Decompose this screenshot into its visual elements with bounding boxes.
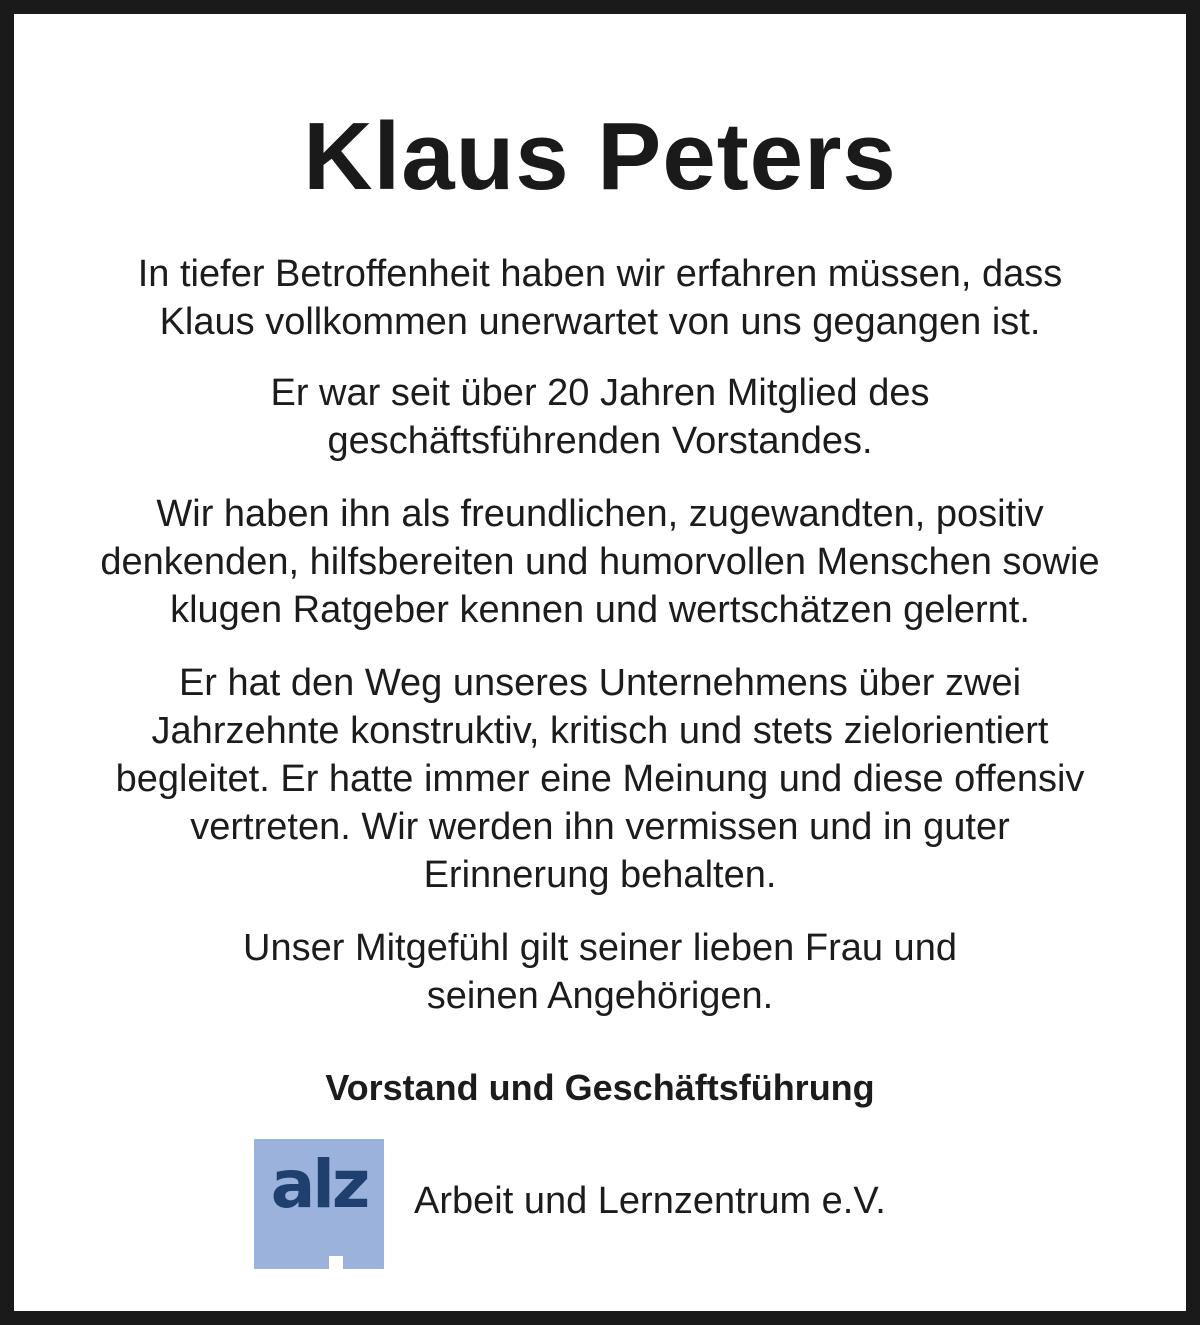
obituary-notice — [14, 14, 1186, 1311]
paragraph-contribution: Er hat den Weg unseres Unternehmens über zwei Jahrzehnte konstruktiv, kritisch und stets zielorientiert begleitet. Er hatte immer eine Meinung und diese offensiv vertreten. Wir werden ihn vermissen und in guter Erinnerung behalten. — [115, 662, 1085, 896]
organization-name: Arbeit und Lernzentrum e.V. — [414, 1180, 886, 1222]
paragraph-condolence: Unser Mitgefühl gilt seiner lieben Frau und seinen Angehörigen. — [243, 927, 957, 1017]
paragraph-news: In tiefer Betroffenheit haben wir erfahren müssen, dass Klaus vollkommen unerwartet von uns gegangen ist. — [137, 253, 1063, 343]
signer-line: Vorstand und Geschäftsführung — [325, 1067, 875, 1108]
paragraph-membership: Er war seit über 20 Jahren Mitglied des geschäftsführenden Vorstandes. — [270, 372, 930, 462]
logo-lettering: alz — [270, 1146, 368, 1223]
alz-logo — [254, 1139, 384, 1269]
paragraph-character: Wir haben ihn als freundlichen, zugewandten, positiv denkenden, hilfsbereiten und humorvollen Menschen sowie klugen Ratgeber kennen und wertschätzen gelernt. — [100, 493, 1100, 631]
deceased-name: Klaus Peters — [303, 103, 897, 210]
logo-notch — [329, 1256, 343, 1269]
